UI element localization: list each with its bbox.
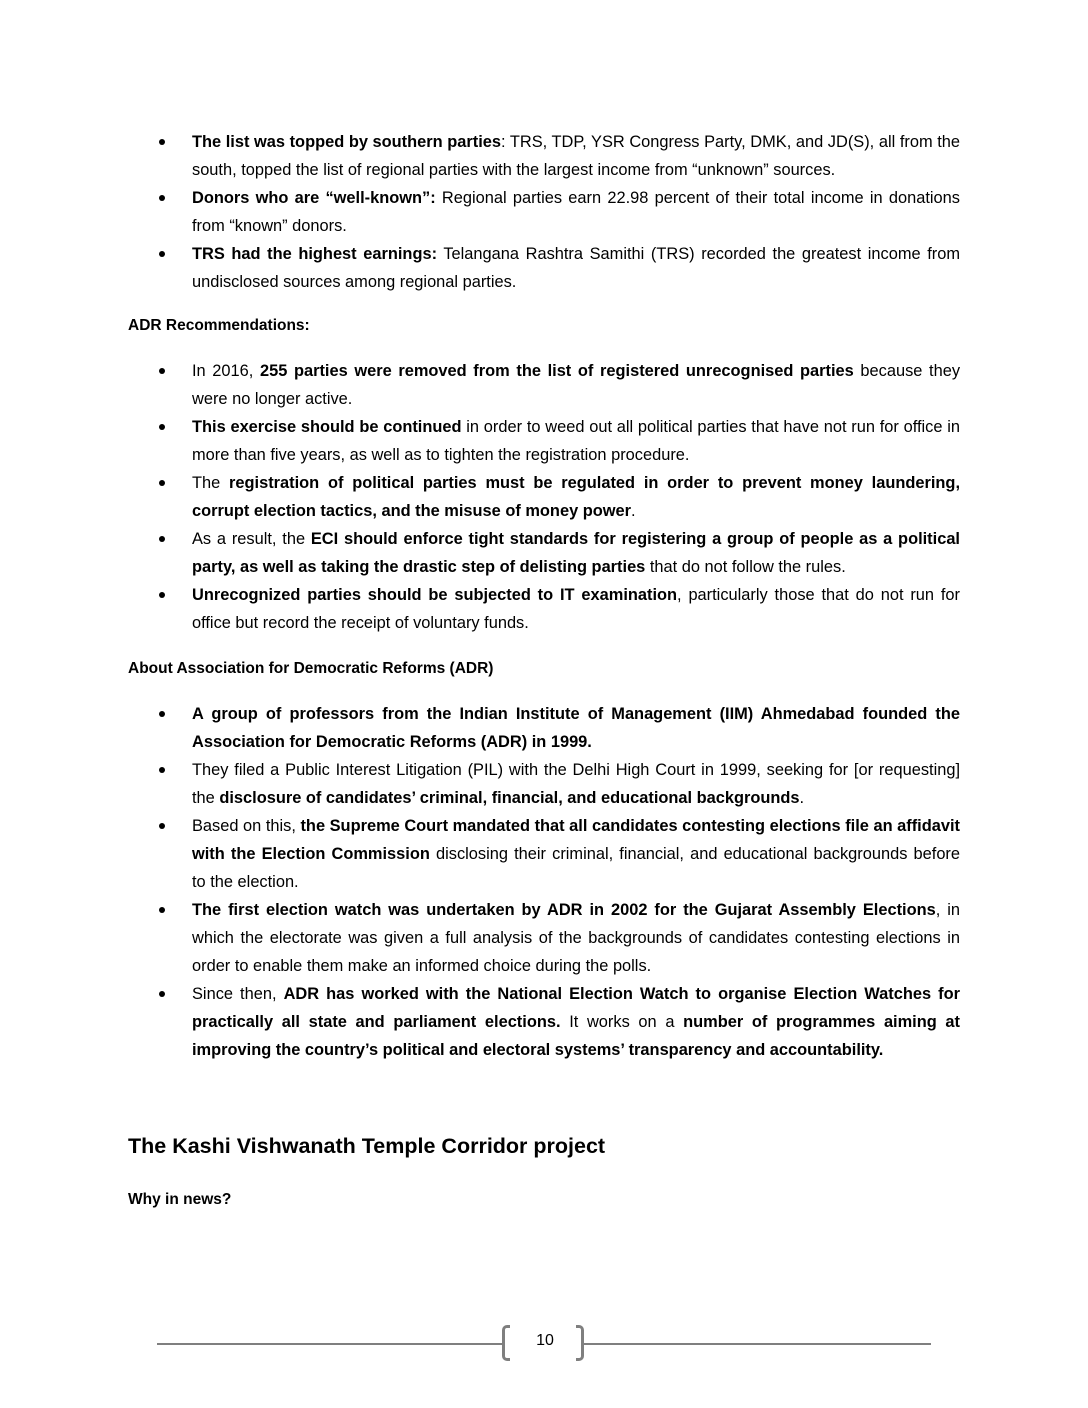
list-item: A group of professors from the Indian Institute of Management (IIM) Ahmedabad founded the Association for Democratic Reforms (ADR) in 1999. (128, 700, 960, 756)
bullet-icon (159, 823, 165, 829)
recommendations-list (128, 357, 960, 637)
bullet-icon (159, 536, 165, 542)
list-item: As a result, the ECI should enforce tight standards for registering a group of people as a political party, as well as taking the drastic step of delisting parties that do not follow the rules. (128, 525, 960, 581)
list-item: Based on this, the Supreme Court mandated that all candidates contesting elections file an affidavit with the Election Commission disclosing their criminal, financial, and educational backgrounds before to the election. (128, 812, 960, 896)
income-findings-list (128, 128, 960, 296)
page-number: 10 (536, 1332, 554, 1349)
list-item: The first election watch was undertaken by ADR in 2002 for the Gujarat Assembly Elections, in which the electorate was given a full analysis of the backgrounds of candidates contesting elections in order to enable them make an informed choice during the polls. (128, 896, 960, 980)
bullet-icon (159, 480, 165, 486)
bullet-icon (159, 139, 165, 145)
bullet-icon (159, 711, 165, 717)
list-item: They filed a Public Interest Litigation (PIL) with the Delhi High Court in 1999, seeking for [or requesting] the disclosure of candidates’ criminal, financial, and educational backgrounds. (128, 756, 960, 812)
bullet-icon (159, 907, 165, 913)
bullet-icon (159, 991, 165, 997)
footer-rule-right (583, 1343, 931, 1345)
about-adr-heading: About Association for Democratic Reforms (ADR) (128, 660, 494, 677)
page-number-bracket-left (502, 1325, 510, 1361)
bullet-icon (159, 195, 165, 201)
bullet-icon (159, 251, 165, 257)
why-in-news-heading: Why in news? (128, 1191, 232, 1208)
list-item: TRS had the highest earnings: Telangana Rashtra Samithi (TRS) recorded the greatest income from undisclosed sources among regional parties. (128, 240, 960, 296)
list-item: The registration of political parties must be regulated in order to prevent money laundering, corrupt election tactics, and the misuse of money power. (128, 469, 960, 525)
bullet-icon (159, 767, 165, 773)
bullet-icon (159, 368, 165, 374)
list-item: The list was topped by southern parties: TRS, TDP, YSR Congress Party, DMK, and JD(S), all from the south, topped the list of regional parties with the largest income from “unknown” sources. (128, 128, 960, 184)
list-item: In 2016, 255 parties were removed from the list of registered unrecognised parties because they were no longer active. (128, 357, 960, 413)
recommendations-heading: ADR Recommendations: (128, 317, 310, 334)
bullet-icon (159, 592, 165, 598)
list-item: Unrecognized parties should be subjected to IT examination, particularly those that do not run for office but record the receipt of voluntary funds. (128, 581, 960, 637)
footer-rule-left (157, 1343, 505, 1345)
bullet-icon (159, 424, 165, 430)
section-title: The Kashi Vishwanath Temple Corridor project (128, 1134, 606, 1158)
list-item: This exercise should be continued in order to weed out all political parties that have not run for office in more than five years, as well as to tighten the registration procedure. (128, 413, 960, 469)
list-item: Since then, ADR has worked with the National Election Watch to organise Election Watches for practically all state and parliament elections. It works on a number of programmes aiming at improving the country’s political and electoral systems’ transparency and accountability. (128, 980, 960, 1064)
list-item: Donors who are “well-known”: Regional parties earn 22.98 percent of their total income in donations from “known” donors. (128, 184, 960, 240)
about-adr-list (128, 700, 960, 1064)
